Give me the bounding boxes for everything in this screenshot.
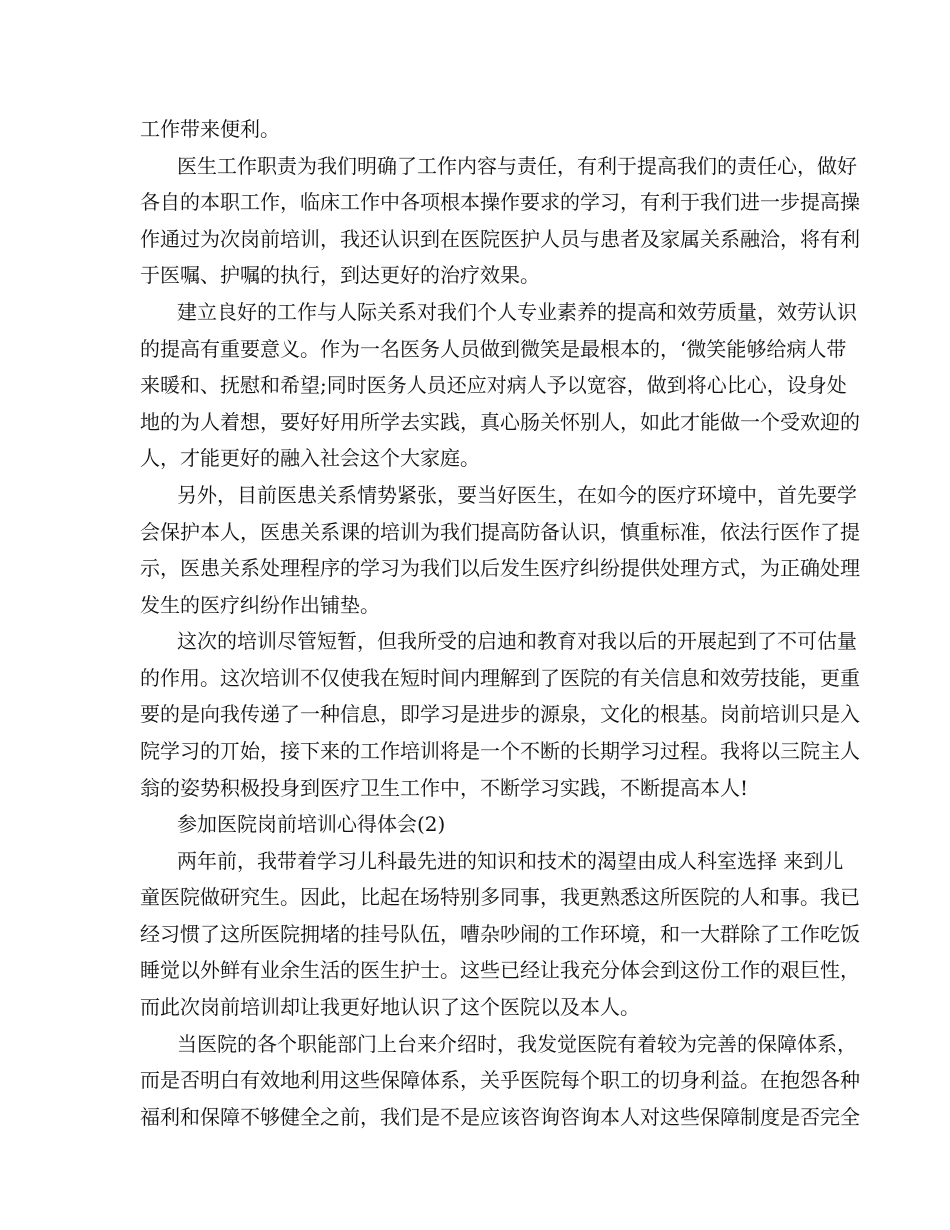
text-line: 经习惯了这所医院拥堵的挂号队伍，嘈杂吵闹的工作环境，和一大群除了工作吃饭: [140, 922, 860, 946]
text-line: 于医嘱、护嘱的执行，到达更好的治疗效果。: [140, 263, 540, 287]
section-heading: 参加医院岗前培训心得体会(2): [177, 812, 446, 836]
text-line: 睡觉以外鲜有业余生活的医生护士。这些已经让我充分体会到这份工作的艰巨性，: [140, 958, 860, 982]
text-line: 童医院做研究生。因此，比起在场特别多同事，我更熟悉这所医院的人和事。我已: [140, 885, 860, 909]
text-line: 福利和保障不够健全之前，我们是不是应该咨询咨询本人对这些保障制度是否完全: [140, 1105, 860, 1129]
text-line: 而是否明白有效地利用这些保障体系，关乎医院每个职工的切身利益。在抱怨各种: [140, 1068, 860, 1092]
text-line: 发生的医疗纠纷作出铺垫。: [140, 593, 380, 617]
text-line: 示，医患关系处理程序的学习为我们以后发生医疗纠纷提供处理方式，为正确处理: [140, 556, 860, 580]
text-line: 的提高有重要意义。作为一名医务人员做到微笑是最根本的，‘微笑能够给病人带: [140, 337, 847, 361]
paragraph-start-line: 这次的培训尽管短暂，但我所受的启迪和教育对我以后的开展起到了不可估量: [177, 629, 857, 653]
paragraph-start-line: 建立良好的工作与人际关系对我们个人专业素养的提高和效劳质量，效劳认识: [177, 300, 857, 324]
paragraph-start-line: 医生工作职责为我们明确了工作内容与责任，有利于提高我们的责任心，做好: [177, 154, 857, 178]
paragraph-start-line: 两年前，我带着学习儿科最先进的知识和技术的渴望由成人科室选择 来到儿: [177, 849, 844, 873]
text-line: 翁的姿势积极投身到医疗卫生工作中，不断学习实践，不断提高本人!: [140, 776, 749, 800]
text-line: 院学习的丌始，接下来的工作培训将是一个不断的长期学习过程。我将以三院主人: [140, 739, 860, 763]
text-line: 地的为人着想，要好好用所学去实践，真心肠关怀别人，如此才能做一个受欢迎的: [140, 410, 860, 434]
text-line: 人，才能更好的融入社会这个大家庭。: [140, 446, 480, 470]
text-line: 的作用。这次培训不仅使我在短时间内理解到了医院的有关信息和效劳技能，更重: [140, 666, 860, 690]
text-line: 工作带来便利。: [140, 117, 280, 141]
text-line: 而此次岗前培训却让我更好地认识了这个医院以及本人。: [140, 995, 640, 1019]
text-line: 会保护本人，医患关系课的培训为我们提高防备认识，慎重标准，依法行医作了提: [140, 520, 860, 544]
text-line: 要的是向我传递了一种信息，即学习是进步的源泉，文化的根基。岗前培训只是入: [140, 702, 860, 726]
text-line: 各自的本职工作，临床工作中各项根本操作要求的学习，有利于我们进一步提高操: [140, 190, 860, 214]
text-line: 作通过为次岗前培训，我还认识到在医院医护人员与患者及家属关系融洽，将有利: [140, 227, 860, 251]
text-line: 来暖和、抚慰和希望;同时医务人员还应对病人予以宽容，做到将心比心，设身处: [140, 373, 847, 397]
paragraph-start-line: 当医院的各个职能部门上台来介绍时，我发觉医院有着较为完善的保障体系，: [177, 1032, 857, 1056]
paragraph-start-line: 另外，目前医患关系情势紧张，要当好医生，在如今的医疗环境中，首先要学: [177, 483, 857, 507]
